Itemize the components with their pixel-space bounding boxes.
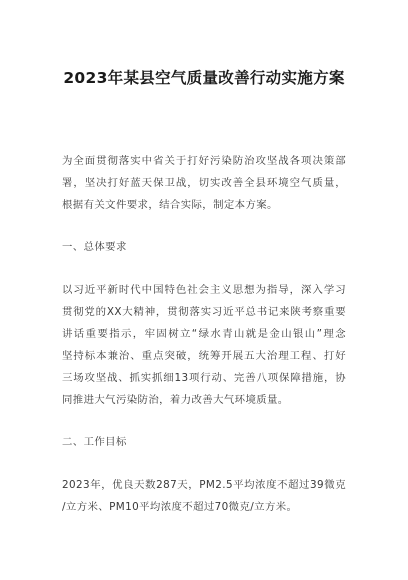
body-line: 三场攻坚战、抓实抓细13项行动、完善八项保障措施，协 xyxy=(62,372,346,384)
body-line: 坚持标本兼治、重点突破，统筹开展五大治理工程、打好 xyxy=(62,350,346,362)
body-line: 贯彻党的XX大精神，贯彻落实习近平总书记来陕考察重要 xyxy=(62,306,346,318)
document-title: 2023年某县空气质量改善行动实施方案 xyxy=(63,69,345,87)
intro-line: 根据有关文件要求，结合实际，制定本方案。 xyxy=(62,199,278,211)
intro-line: 署，坚决打好蓝天保卫战，切实改善全县环境空气质量， xyxy=(62,177,346,189)
body-line: 讲话重要指示，牢固树立“绿水青山就是金山银山”理念 xyxy=(62,328,346,340)
section-heading: 一、总体要求 xyxy=(62,241,127,253)
body-line: /立方米、PM10平均浓度不超过70微克/立方米。 xyxy=(62,501,298,513)
intro-line: 为全面贯彻落实中省关于打好污染防治攻坚战各项决策部 xyxy=(62,155,346,167)
body-line: 同推进大气污染防治，着力改善大气环境质量。 xyxy=(62,394,289,406)
section-heading: 二、工作目标 xyxy=(62,436,127,448)
body-line: 以习近平新时代中国特色社会主义思想为指导，深入学习 xyxy=(62,284,346,296)
body-line: 2023年，优良天数287天，PM2.5平均浓度不超过39微克 xyxy=(62,479,346,491)
